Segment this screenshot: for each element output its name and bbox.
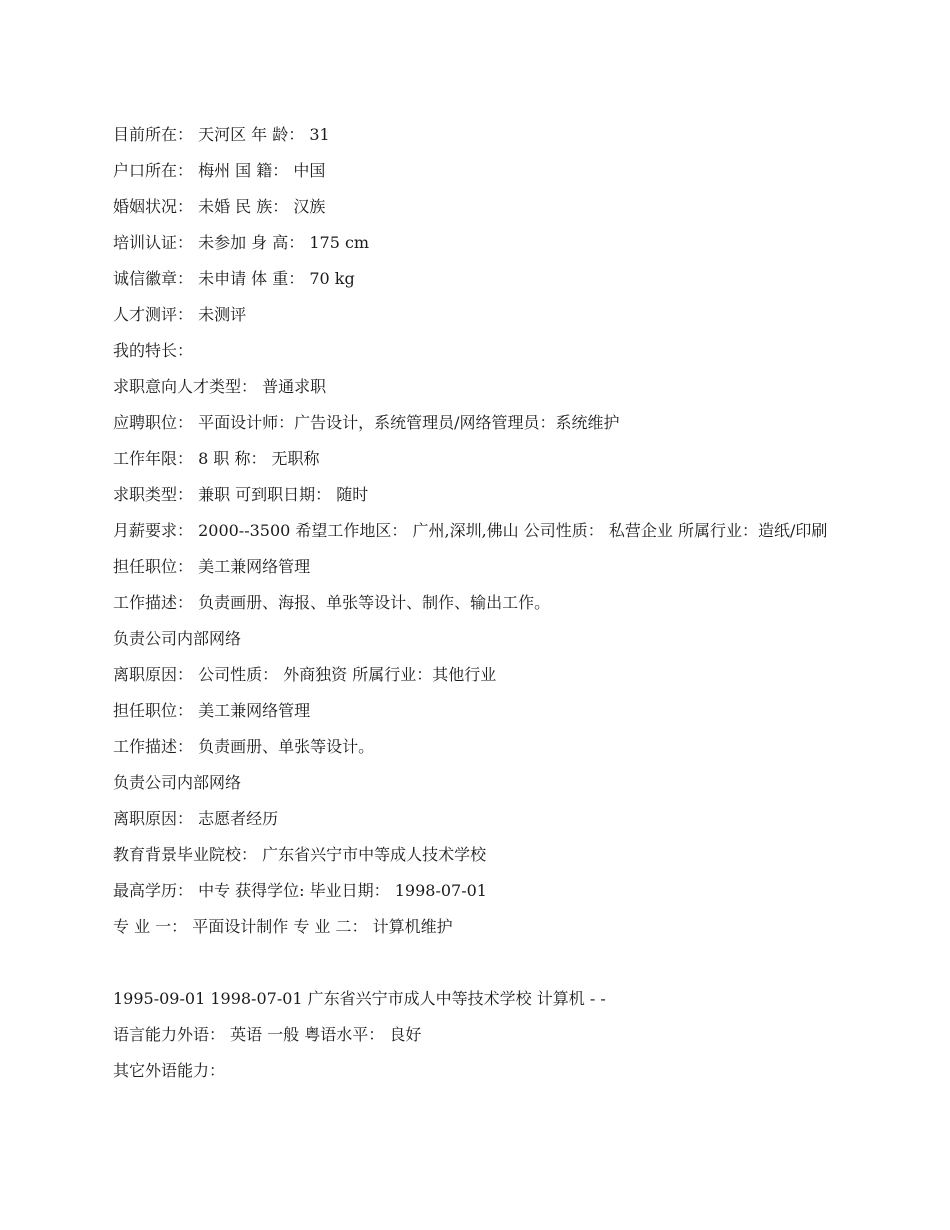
job-intent-type: 求职意向人才类型： 普通求职	[113, 377, 327, 396]
talent-assessment: 人才测评： 未测评	[113, 305, 247, 324]
job2-leave-reason: 离职原因： 志愿者经历	[113, 809, 279, 828]
job1-description: 工作描述： 负责画册、海报、单张等设计、制作、输出工作。	[113, 593, 551, 612]
job1-leave-reason: 离职原因： 公司性质： 外商独资 所属行业：其他行业	[113, 665, 497, 684]
job-type-availability: 求职类型： 兼职 可到职日期： 随时	[113, 485, 369, 504]
job1-position: 担任职位： 美工兼网络管理	[113, 557, 311, 576]
hukou-nationality: 户口所在： 梅州 国 籍： 中国	[113, 161, 326, 180]
specialties: 我的特长：	[113, 341, 194, 360]
education-degree: 最高学历： 中专 获得学位: 毕业日期： 1998-07-01	[113, 881, 487, 900]
other-languages: 其它外语能力：	[113, 1061, 226, 1080]
job2-position: 担任职位： 美工兼网络管理	[113, 701, 311, 720]
resume-document	[113, 124, 838, 1096]
job2-description-cont: 负责公司内部网络	[113, 773, 242, 792]
education-majors: 专 业 一： 平面设计制作 专 业 二： 计算机维护	[113, 917, 453, 936]
section-gap	[113, 952, 838, 988]
marital-ethnicity: 婚姻状况： 未婚 民 族： 汉族	[113, 197, 326, 216]
applied-positions: 应聘职位： 平面设计师：广告设计，系统管理员/网络管理员：系统维护	[113, 413, 620, 432]
badge-weight: 诚信徽章： 未申请 体 重： 70 kg	[113, 269, 355, 288]
education-school: 教育背景毕业院校： 广东省兴宁市中等成人技术学校	[113, 845, 487, 864]
training-height: 培训认证： 未参加 身 高： 175 cm	[113, 233, 370, 252]
work-years-title: 工作年限： 8 职 称： 无职称	[113, 449, 320, 468]
education-history-row: 1995-09-01 1998-07-01 广东省兴宁市成人中等技术学校 计算机 - -	[113, 989, 606, 1008]
salary-region-company: 月薪要求： 2000--3500 希望工作地区： 广州,深圳,佛山 公司性质： 私营企业 所属行业：造纸/印刷	[113, 521, 828, 540]
job2-description: 工作描述： 负责画册、单张等设计。	[113, 737, 375, 756]
current-location-age: 目前所在： 天河区 年 龄： 31	[113, 125, 330, 144]
language-ability: 语言能力外语： 英语 一般 粤语水平： 良好	[113, 1025, 422, 1044]
job1-description-cont: 负责公司内部网络	[113, 629, 242, 648]
